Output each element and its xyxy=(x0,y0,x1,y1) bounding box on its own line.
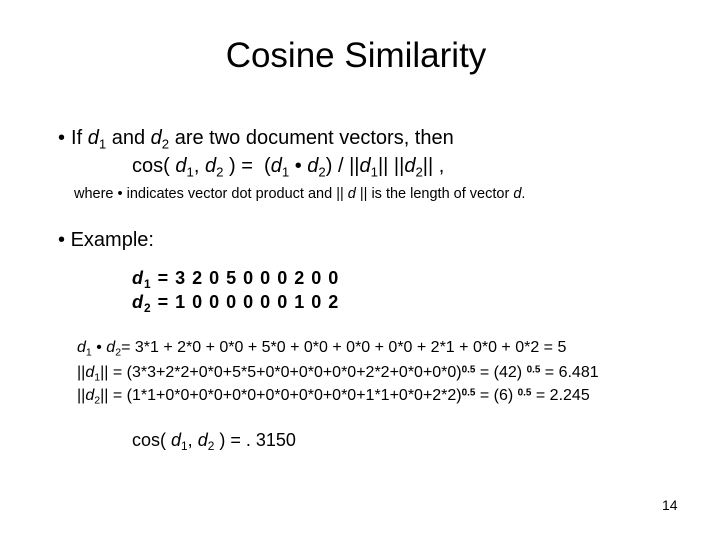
sub-2: 2 xyxy=(94,394,101,407)
period: . xyxy=(521,186,526,202)
bullet-dot: • xyxy=(58,229,66,251)
sub-1: 1 xyxy=(85,346,92,359)
d-var: d xyxy=(106,339,116,356)
comma: , xyxy=(193,155,200,177)
d1-values: 3 2 0 5 0 0 0 2 0 0 xyxy=(175,268,340,288)
dot-product-expr: 3*1 + 2*0 + 0*0 + 5*0 + 0*0 + 0*0 + 0*0 + 2*1 + 0*0 + 0*2 = 5 xyxy=(134,339,567,356)
d-var: d xyxy=(132,292,144,312)
sub-2: 2 xyxy=(207,439,215,454)
dot-product-calc xyxy=(77,339,566,357)
sub-1: 1 xyxy=(181,439,188,454)
exponent: 0.5 xyxy=(461,387,476,399)
bullet-definition-text: are two document vectors, then xyxy=(174,127,454,149)
paren-open: ( xyxy=(264,155,271,177)
close-eq: ) = xyxy=(228,155,253,177)
formula-tail: , xyxy=(438,155,445,177)
sub-2: 2 xyxy=(144,301,152,316)
sub-1: 1 xyxy=(98,136,107,152)
sub-1: 1 xyxy=(94,371,101,384)
d-var: d xyxy=(404,155,416,177)
norm-d1-mid: = (42) xyxy=(475,364,527,381)
dot-operator: • xyxy=(96,339,102,356)
where-text-2: || is the length of vector xyxy=(359,186,510,202)
d-var: d xyxy=(204,155,217,177)
where-text-1: indicates vector dot product and || xyxy=(126,186,344,202)
d2-values: 1 0 0 0 0 0 0 1 0 2 xyxy=(175,292,340,312)
sub-2: 2 xyxy=(318,164,326,180)
comma: , xyxy=(187,430,193,450)
norm-d1-expr: = (3*3+2*2+0*0+5*5+0*0+0*0+0*0+2*2+0*0+0*0) xyxy=(112,364,462,381)
d-var: d xyxy=(307,155,319,177)
d-var: d xyxy=(150,127,162,149)
cos-open: cos( xyxy=(132,155,170,177)
norm-bars: || xyxy=(100,364,109,381)
dot-operator: • xyxy=(294,155,302,177)
exponent: 0.5 xyxy=(526,364,541,376)
norm-d2-mid: = (6) xyxy=(475,387,518,404)
sub-1: 1 xyxy=(186,164,194,180)
vector-d2: $d_2 = 1$ 0 0 0 0 0 0 1 0 2 xyxy=(132,292,340,316)
sub-1: 1 xyxy=(144,277,152,292)
norm-bars: || xyxy=(422,155,434,177)
d-var: d xyxy=(197,430,208,450)
cosine-result xyxy=(132,430,296,454)
norm-d2-expr: = (1*1+0*0+0*0+0*0+0*0+0*0+0*0+1*1+0*0+2*2) xyxy=(112,387,462,404)
cosine-value: . 3150 xyxy=(245,430,296,450)
d-var: d xyxy=(347,186,356,202)
d-var: d xyxy=(359,155,371,177)
d-var: d xyxy=(77,339,86,356)
norm-bars: || xyxy=(393,155,405,177)
where-note xyxy=(74,186,525,202)
example-label: Example: xyxy=(70,229,154,251)
sub-2: 2 xyxy=(161,136,170,152)
bullet-example xyxy=(58,229,154,252)
sub-2: 2 xyxy=(415,164,423,180)
d-var: d xyxy=(171,430,182,450)
norm-d1-calc xyxy=(77,364,599,382)
equals: = xyxy=(121,339,131,356)
exponent: 0.5 xyxy=(461,364,476,376)
sub-1: 1 xyxy=(370,164,378,180)
sub-2: 2 xyxy=(115,346,122,359)
sub-2: 2 xyxy=(216,164,224,180)
cosine-formula xyxy=(132,155,444,178)
paren-close: ) / xyxy=(325,155,344,177)
if-word: If xyxy=(71,127,83,149)
cos-open: cos( xyxy=(132,430,167,450)
norm-d2-result: = 2.245 xyxy=(531,387,590,404)
d-var: d xyxy=(87,127,99,149)
close-eq: ) = xyxy=(219,430,241,450)
d-var: d xyxy=(85,387,95,404)
sub-1: 1 xyxy=(281,164,290,180)
norm-d2-calc xyxy=(77,387,590,405)
d-var: d xyxy=(513,186,522,202)
d-var: d xyxy=(270,155,282,177)
slide-title: Cosine Similarity xyxy=(225,36,487,75)
norm-bars: || xyxy=(377,155,389,177)
and-word: and xyxy=(111,127,146,149)
d-var: d xyxy=(85,364,95,381)
page-number: 14 xyxy=(662,497,678,513)
d-var: d xyxy=(132,268,144,288)
bullet-definition xyxy=(58,127,454,150)
vector-d1: $d_1 = 3$ 2 0 5 0 0 0 2 0 0 xyxy=(132,268,340,292)
exponent: 0.5 xyxy=(517,387,532,399)
norm-bars: || xyxy=(100,387,109,404)
dot-operator: • xyxy=(117,186,123,202)
norm-bars: || xyxy=(349,155,360,177)
where-word: where xyxy=(74,186,114,202)
bullet-dot: • xyxy=(58,127,66,149)
norm-d1-result: = 6.481 xyxy=(540,364,599,381)
d-var: d xyxy=(175,155,187,177)
norm-bars: || xyxy=(77,387,86,404)
norm-bars: || xyxy=(77,364,86,381)
